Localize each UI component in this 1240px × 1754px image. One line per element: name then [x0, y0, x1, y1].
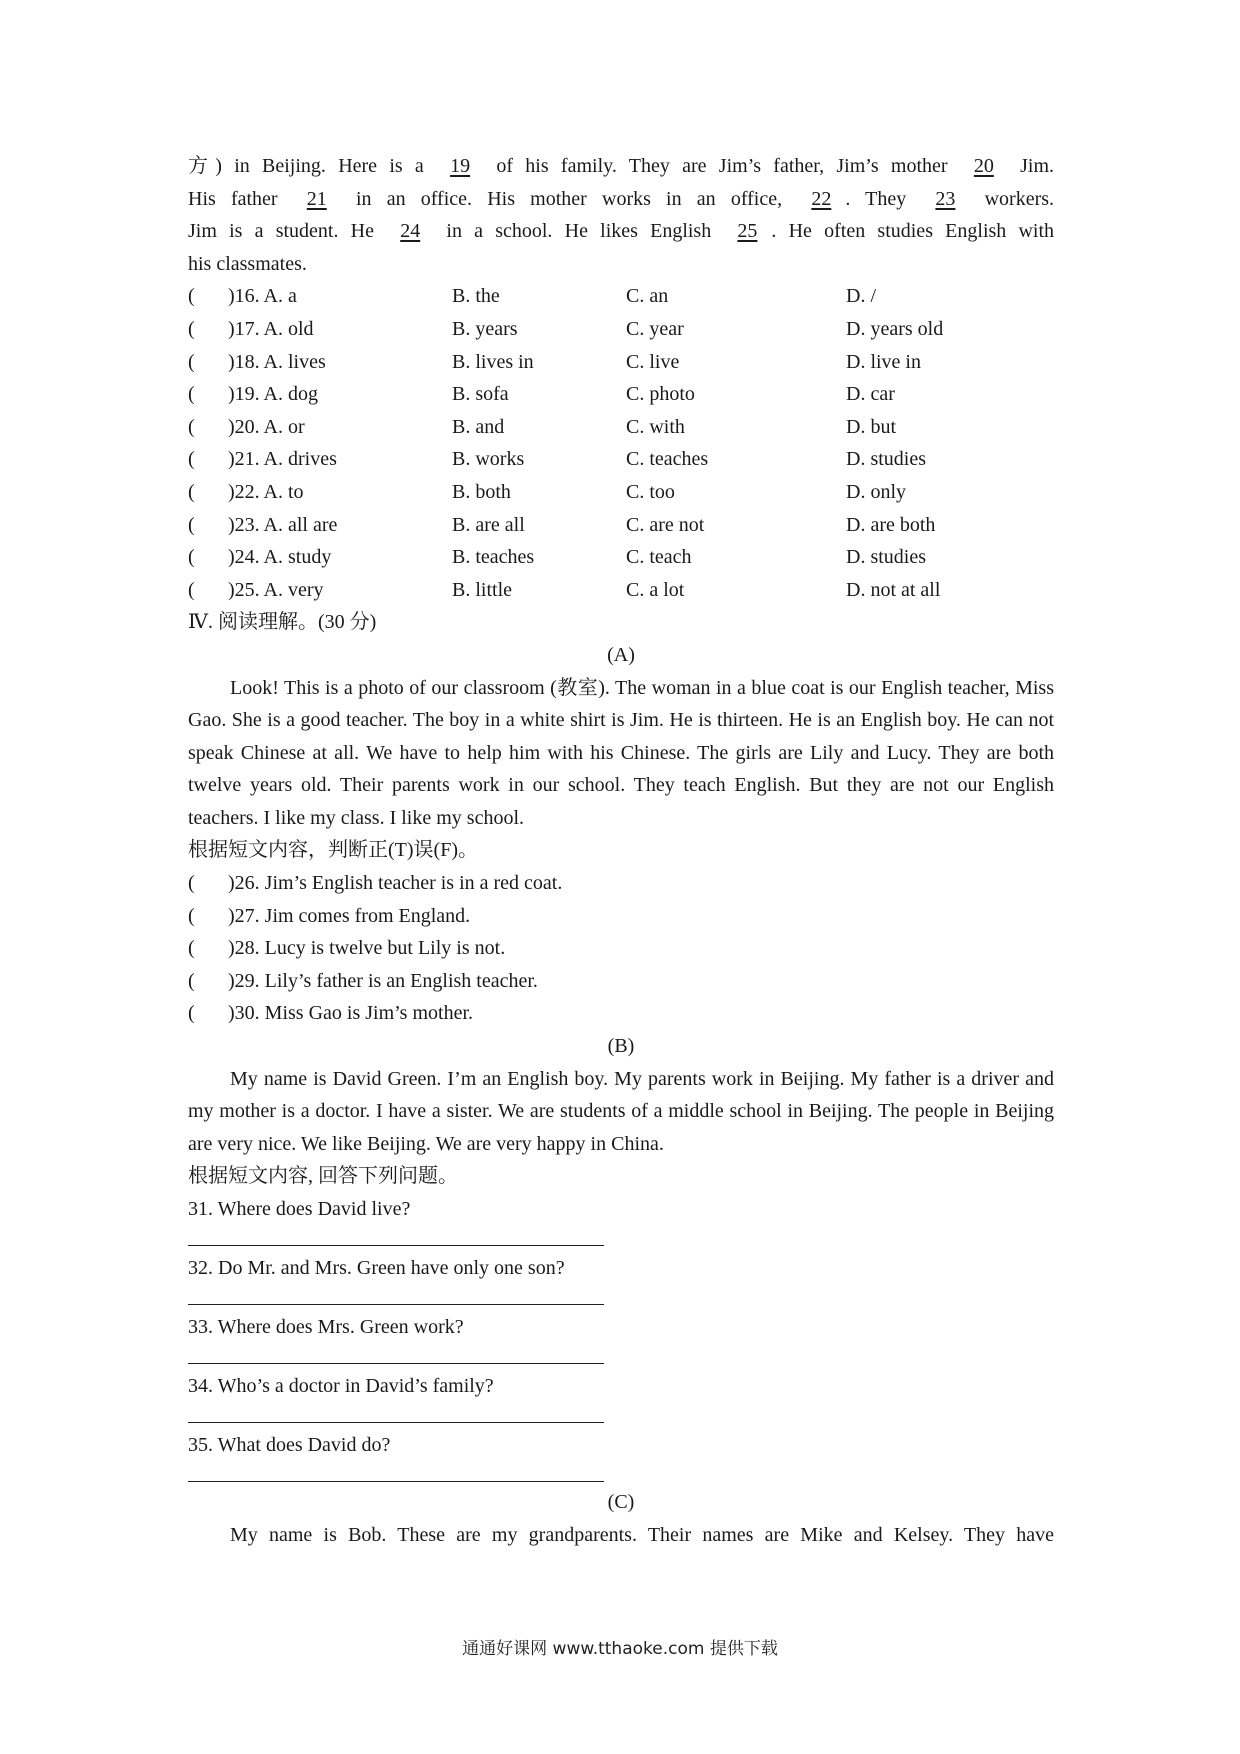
- option-c: C. teach: [626, 546, 692, 569]
- answer-line[interactable]: [188, 1343, 604, 1364]
- tf-item: [188, 900, 1054, 933]
- option-c: C. an: [626, 285, 669, 308]
- passage-a-text: Look! This is a photo of our classroom (教室). The woman in a blue coat is our English teacher, Miss Gao. She is a good teacher. The boy in a white shirt is Jim. He is thirteen. He is an English boy. He can not speak Chinese at all. We have to help him with his Chinese. The girls are Lily and Lucy. They are both twelve years old. Their parents work in our school. They teach English. But they are not our English teachers. I like my class. I like my school.: [188, 676, 1054, 829]
- answer-paren[interactable]: (: [188, 317, 195, 340]
- answer-line[interactable]: [188, 1225, 604, 1246]
- cloze-text: Jim is a student. He: [188, 220, 374, 243]
- tf-statement: )26. Jim’s English teacher is in a red coat.: [228, 872, 563, 895]
- option-d: D. car: [846, 383, 895, 406]
- option-c: C. are not: [626, 513, 705, 536]
- tf-statement: )30. Miss Gao is Jim’s mother.: [228, 1002, 474, 1025]
- option-d: D. but: [846, 415, 896, 438]
- cloze-line-1: [188, 150, 1054, 183]
- cloze-text: Jim.: [1020, 155, 1055, 177]
- blank-20: 20: [973, 155, 994, 177]
- option-b: B. teaches: [452, 546, 535, 569]
- cloze-text: . He often studies English with: [771, 220, 1055, 243]
- blank-25: 25: [737, 220, 758, 243]
- answer-paren[interactable]: (: [188, 937, 195, 960]
- passage-a-label: (A): [607, 643, 635, 666]
- option-b: B. both: [452, 480, 511, 503]
- option-b: B. and: [452, 415, 505, 438]
- option-a: )25. A. very: [228, 578, 324, 601]
- answer-paren[interactable]: (: [188, 350, 195, 373]
- answer-paren[interactable]: (: [188, 383, 195, 406]
- option-a: )16. A. a: [228, 285, 297, 308]
- question-35: 35. What does David do?: [188, 1434, 391, 1456]
- option-row: [188, 346, 1054, 379]
- option-b: B. years: [452, 317, 518, 340]
- option-a: )17. A. old: [228, 317, 314, 340]
- option-row: [188, 476, 1054, 509]
- option-row: [188, 541, 1054, 574]
- answer-paren[interactable]: (: [188, 480, 195, 503]
- option-d: D. studies: [846, 546, 926, 569]
- page-footer: 通通好课网 www.tthaoke.com 提供下载: [462, 1639, 778, 1659]
- answer-paren[interactable]: (: [188, 546, 195, 569]
- answer-paren[interactable]: (: [188, 578, 195, 601]
- answer-paren[interactable]: (: [188, 415, 195, 438]
- option-b: B. little: [452, 578, 512, 601]
- option-c: C. too: [626, 480, 675, 503]
- answer-paren[interactable]: (: [188, 872, 195, 895]
- tf-item: [188, 932, 1054, 965]
- option-a: )21. A. drives: [228, 448, 337, 471]
- option-c: C. a lot: [626, 578, 685, 601]
- option-row: [188, 411, 1054, 444]
- cloze-text: in a school. He likes English: [446, 220, 712, 243]
- blank-23: 23: [935, 187, 956, 210]
- option-row: [188, 574, 1054, 607]
- option-b: B. sofa: [452, 383, 509, 406]
- option-row: [188, 313, 1054, 346]
- tf-statement: )29. Lily’s father is an English teacher.: [228, 969, 538, 992]
- option-c: C. live: [626, 350, 680, 373]
- option-b: B. works: [452, 448, 525, 471]
- blank-21: 21: [306, 187, 327, 210]
- passage-b-text: My name is David Green. I’m an English boy. My parents work in Beijing. My father is a driver and my mother is a doctor. I have a sister. We are students of a middle school in Beijing. The people in Beijing are very nice. We like Beijing. We are very happy in China.: [188, 1067, 1054, 1155]
- option-b: B. are all: [452, 513, 525, 536]
- section-heading: Ⅳ. 阅读理解。(30 分): [188, 611, 377, 634]
- option-a: )23. A. all are: [228, 513, 338, 536]
- option-a: )19. A. dog: [228, 383, 318, 406]
- option-d: D. only: [846, 480, 906, 503]
- passage-c-text: My name is Bob. These are my grandparents. Their names are Mike and Kelsey. They have: [230, 1523, 1054, 1546]
- exam-page: [188, 150, 1054, 1551]
- answer-line[interactable]: [188, 1461, 604, 1482]
- answer-paren[interactable]: (: [188, 448, 195, 471]
- passage-a-instruction: 根据短文内容，判断正(T)误(F)。: [188, 839, 478, 862]
- option-d: D. live in: [846, 350, 921, 373]
- blank-24: 24: [400, 220, 421, 243]
- option-list: [188, 280, 1054, 606]
- tf-statement: )28. Lucy is twelve but Lily is not.: [228, 937, 506, 960]
- answer-paren[interactable]: (: [188, 285, 195, 308]
- option-d: D. years old: [846, 317, 944, 340]
- option-a: )22. A. to: [228, 480, 304, 503]
- cloze-text: of his family. They are Jim’s father, Jim’s mother: [496, 155, 948, 177]
- option-d: D. studies: [846, 448, 926, 471]
- answer-line[interactable]: [188, 1402, 604, 1423]
- blank-22: 22: [811, 187, 832, 210]
- tf-item: [188, 965, 1054, 998]
- option-d: D. not at all: [846, 578, 941, 601]
- option-row: [188, 378, 1054, 411]
- option-b: B. lives in: [452, 350, 534, 373]
- option-d: D. /: [846, 285, 876, 308]
- question-33: 33. Where does Mrs. Green work?: [188, 1316, 464, 1338]
- answer-paren[interactable]: (: [188, 904, 195, 927]
- option-row: [188, 443, 1054, 476]
- answer-paren[interactable]: (: [188, 969, 195, 992]
- cloze-text: His father: [188, 187, 278, 210]
- option-a: )24. A. study: [228, 546, 332, 569]
- cloze-text: 方) in Beijing. Here is a: [188, 155, 424, 177]
- question-31: 31. Where does David live?: [188, 1198, 411, 1220]
- tf-item: [188, 867, 1054, 900]
- option-c: C. photo: [626, 383, 695, 406]
- question-32: 32. Do Mr. and Mrs. Green have only one son?: [188, 1257, 565, 1279]
- option-b: B. the: [452, 285, 500, 308]
- option-c: C. year: [626, 317, 684, 340]
- cloze-line-2: [188, 183, 1054, 216]
- passage-b-label: (B): [607, 1035, 635, 1058]
- question-34: 34. Who’s a doctor in David’s family?: [188, 1375, 494, 1397]
- cloze-text: in an office. His mother works in an office,: [355, 187, 783, 210]
- blank-19: 19: [450, 155, 471, 177]
- cloze-text: . They: [845, 187, 907, 210]
- cloze-text: workers.: [984, 187, 1055, 210]
- option-a: )20. A. or: [228, 415, 305, 438]
- passage-b-instruction: 根据短文内容, 回答下列问题。: [188, 1165, 458, 1188]
- option-row: [188, 280, 1054, 313]
- option-d: D. are both: [846, 513, 936, 536]
- answer-line[interactable]: [188, 1284, 604, 1305]
- cloze-line-4: his classmates.: [188, 252, 307, 275]
- option-c: C. teaches: [626, 448, 709, 471]
- answer-paren[interactable]: (: [188, 513, 195, 536]
- answer-paren[interactable]: (: [188, 1002, 195, 1025]
- tf-item: [188, 997, 1054, 1030]
- option-c: C. with: [626, 415, 685, 438]
- option-row: [188, 509, 1054, 542]
- passage-c-label: (C): [607, 1491, 635, 1513]
- cloze-line-3: [188, 215, 1054, 248]
- tf-statement: )27. Jim comes from England.: [228, 904, 471, 927]
- option-a: )18. A. lives: [228, 350, 326, 373]
